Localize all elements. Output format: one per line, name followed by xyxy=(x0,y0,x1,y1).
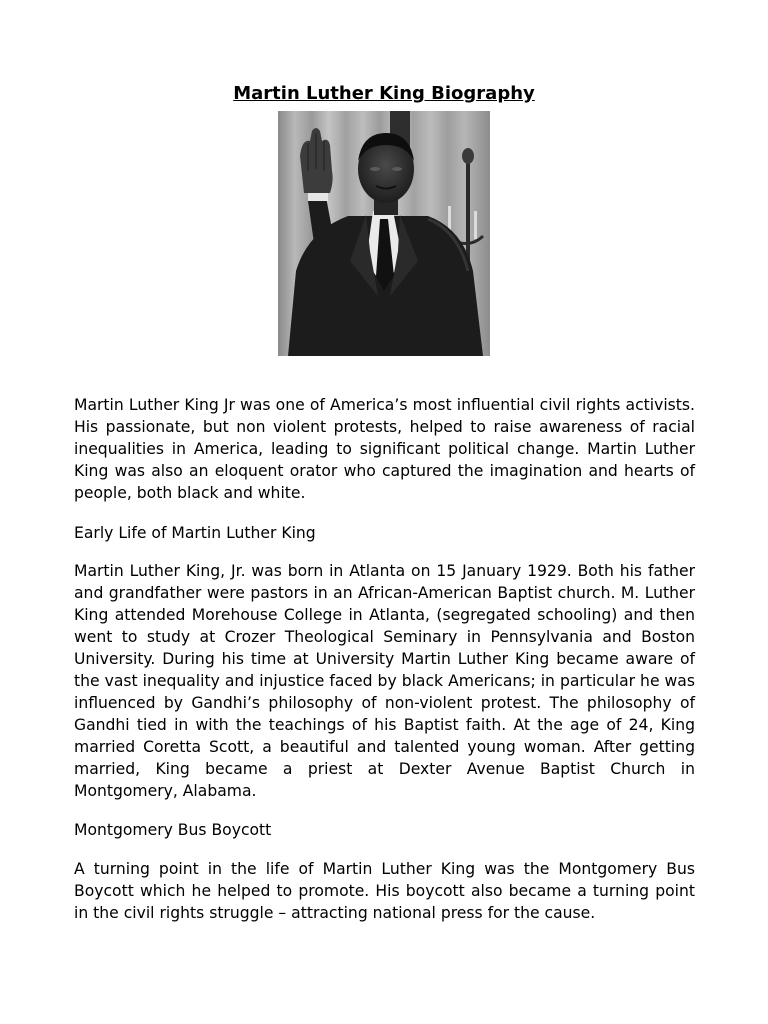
intro-paragraph: Martin Luther King Jr was one of America’s most influential civil rights activists. His passionate, but non violent protests, helped to raise awareness of racial inequalities in America, leading to significant political change. Martin Luther King was also an eloquent orator who captured the imagination and hearts of people, both black and white. xyxy=(74,396,695,502)
document-body xyxy=(74,395,695,943)
section-heading-early-life: Early Life of Martin Luther King xyxy=(74,523,316,542)
portrait-photo xyxy=(278,111,490,356)
section-heading-bus-boycott: Montgomery Bus Boycott xyxy=(74,821,272,840)
section-body-early-life: Martin Luther King, Jr. was born in Atlanta on 15 January 1929. Both his father and grandfather were pastors in an African-American Baptist church. M. Luther King attended Morehouse College in Atlanta, (segregated schooling) and then went to study at Crozer Theological Seminary in Pennsylvania and Boston University. During his time at University Martin Luther King became aware of the vast inequality and injustice faced by black Americans; in particular he was influenced by Gandhi’s philosophy of non-violent protest. The philosophy of Gandhi tied in with the teachings of his Baptist faith. At the age of 24, King married Coretta Scott, a beautiful and talented young woman. After getting married, King became a priest at Dexter Avenue Baptist Church in Montgomery, Alabama. xyxy=(74,562,695,800)
section-body-bus-boycott: A turning point in the life of Martin Luther King was the Montgomery Bus Boycott which he helped to promote. His boycott also became a turning point in the civil rights struggle – attracting national press for the cause. xyxy=(74,860,695,923)
document-title: Martin Luther King Biography xyxy=(233,83,535,104)
